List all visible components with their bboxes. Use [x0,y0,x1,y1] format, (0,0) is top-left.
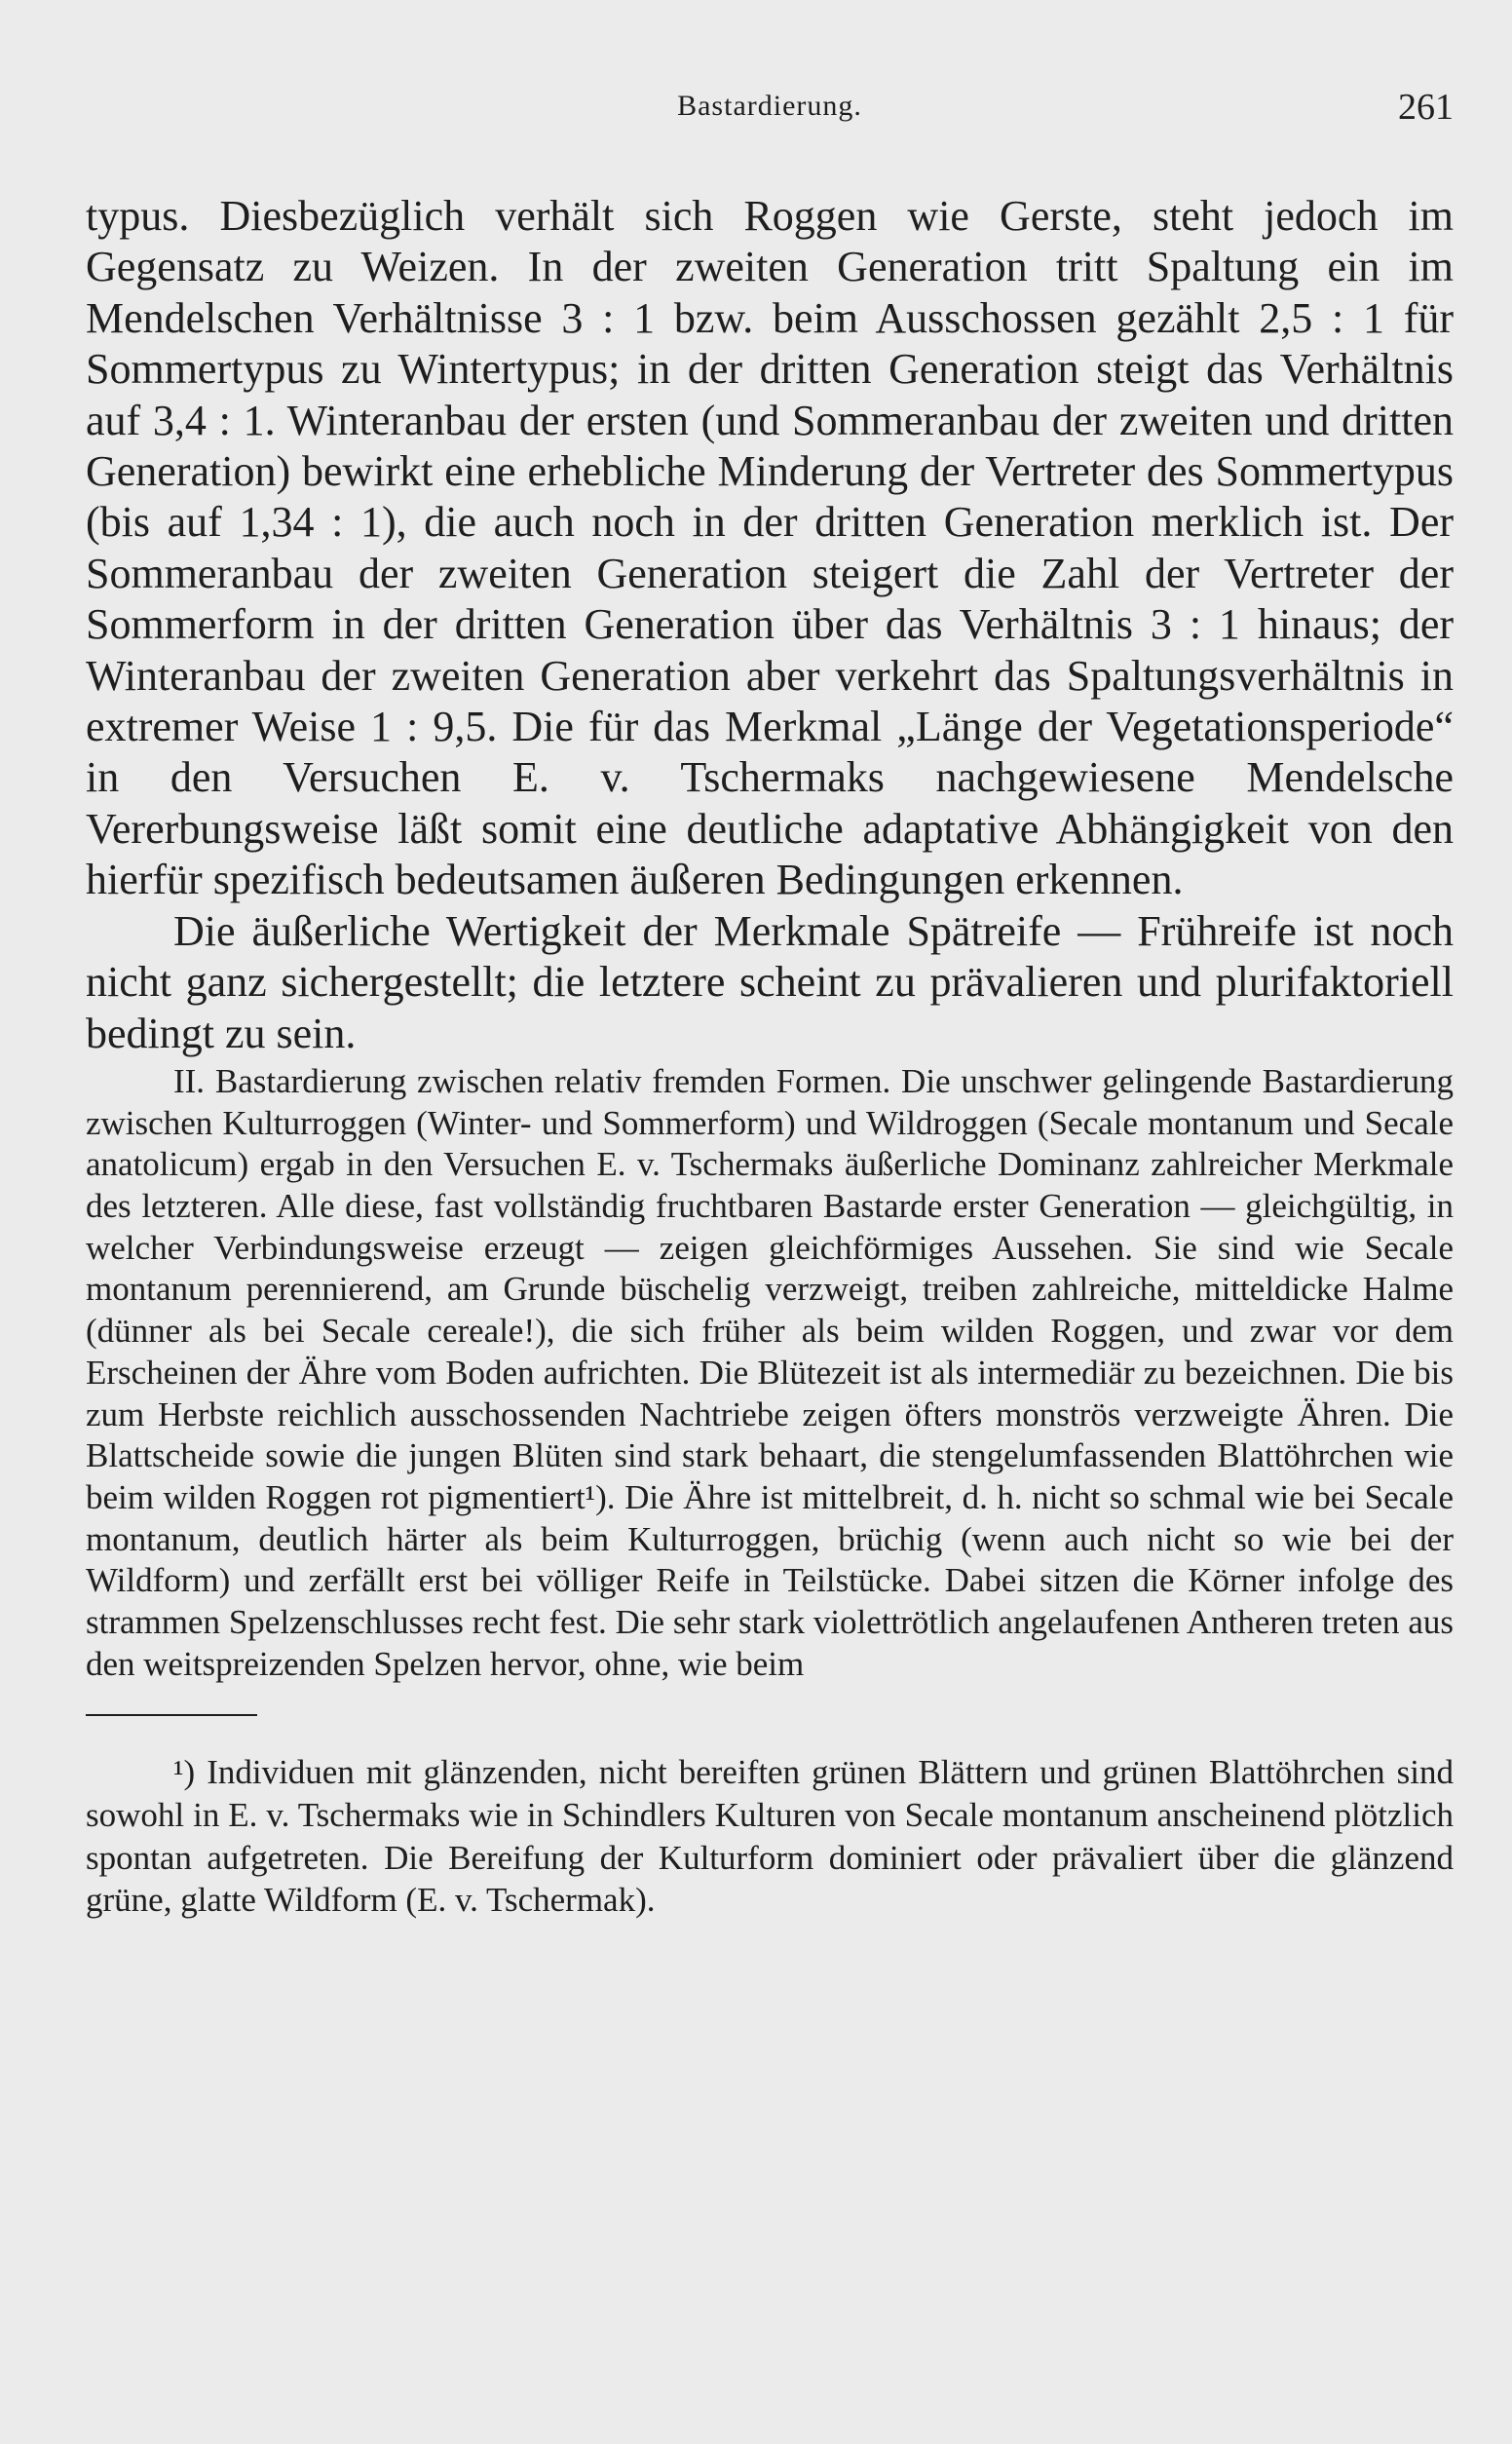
paragraph-1: typus. Diesbezüglich verhält sich Roggen wie Gerste, steht jedoch im Gegensatz zu Weizen. In der zweiten Generation tritt Spaltung ein im Mendelschen Verhältnisse 3 : 1 bzw. beim Ausschossen gezählt 2,5 : 1 für Sommertypus zu Wintertypus; in der dritten Generation steigt das Verhältnis auf 3,4 : 1. Winteranbau der ersten (und Sommeranbau der zweiten und dritten Generation) bewirkt eine erhebliche Minderung der Vertreter des Sommertypus (bis auf 1,34 : 1), die auch noch in der dritten Generation merklich ist. Der Sommeranbau der zweiten Generation steigert die Zahl der Vertreter der Sommerform in der dritten Generation über das Verhältnis 3 : 1 hinaus; der Winteranbau der zweiten Generation aber verkehrt das Spaltungsverhältnis in extremer Weise 1 : 9,5. Die für das Merkmal „Länge der Vegetationsperiode“ in den Versuchen E. v. Tschermaks nachgewiesene Mendelsche Vererbungsweise läßt somit eine deutliche adaptative Abhängigkeit von den hierfür spezifisch bedeutsamen äußeren Bedingungen erkennen. [86,192,1454,904]
running-head [86,87,1454,144]
main-text [86,191,1454,1059]
section-paragraph: II. Bastardierung zwischen relativ fremden Formen. Die unschwer gelingende Bastardierung zwischen Kulturroggen (Winter- und Sommerform) und Wildroggen (Secale montanum und Secale anatolicum) ergab in den Versuchen E. v. Tschermaks äußerliche Dominanz zahlreicher Merkmale des letzteren. Alle diese, fast vollständig fruchtbaren Bastarde erster Generation — gleichgültig, in welcher Verbindungsweise erzeugt — zeigen gleichförmiges Aussehen. Sie sind wie Secale montanum perennierend, am Grunde büschelig verzweigt, treiben zahlreiche, mitteldicke Halme (dünner als bei Secale cereale!), die sich früher als beim wilden Roggen, und zwar vor dem Erscheinen der Ähre vom Boden aufrichten. Die Blütezeit ist als intermediär zu bezeichnen. Die bis zum Herbste reichlich ausschossenden Nachtriebe zeigen öfters monströs verzweigte Ähren. Die Blattscheide sowie die jungen Blüten sind stark behaart, die stengelumfassenden Blattöhrchen wie beim wilden Roggen rot pigmentiert¹). Die Ähre ist mittelbreit, d. h. nicht so schmal wie bei Secale montanum, deutlich härter als beim Kulturroggen, brüchig (wenn auch nicht so wie bei der Wildform) und zerfällt erst bei völliger Reife in Teilstücke. Dabei sitzen die Körner infolge des strammen Spelzenschlusses recht fest. Die sehr stark violettrötlich angelaufenen Antheren treten aus den weitspreizenden Spelzen hervor, ohne, wie beim [86,1061,1454,1683]
book-page [86,87,1454,1922]
page-number: 261 [1398,87,1454,128]
footnote-rule [86,1714,257,1716]
footnote [86,1751,1454,1921]
footnote-text: Individuen mit glänzenden, nicht bereiften grünen Blättern und grünen Blattöhrchen sind sowohl in E. v. Tschermaks wie in Schindlers Kulturen von Secale montanum anscheinend plötzlich spontan aufgetreten. Die Bereifung der Kulturform dominiert oder prävaliert über die glänzend grüne, glatte Wildform (E. v. Tschermak). [86,1753,1454,1920]
footnote-paragraph [86,1751,1454,1921]
section-text [86,1061,1454,1686]
paragraph-2: Die äußerliche Wertigkeit der Merkmale Spätreife — Frühreife ist noch nicht ganz sichergestellt; die letztere scheint zu prävalieren und plurifaktoriell bedingt zu sein. [86,906,1454,1057]
running-title: Bastardierung. [677,90,862,122]
footnote-marker: ¹) [173,1753,196,1792]
